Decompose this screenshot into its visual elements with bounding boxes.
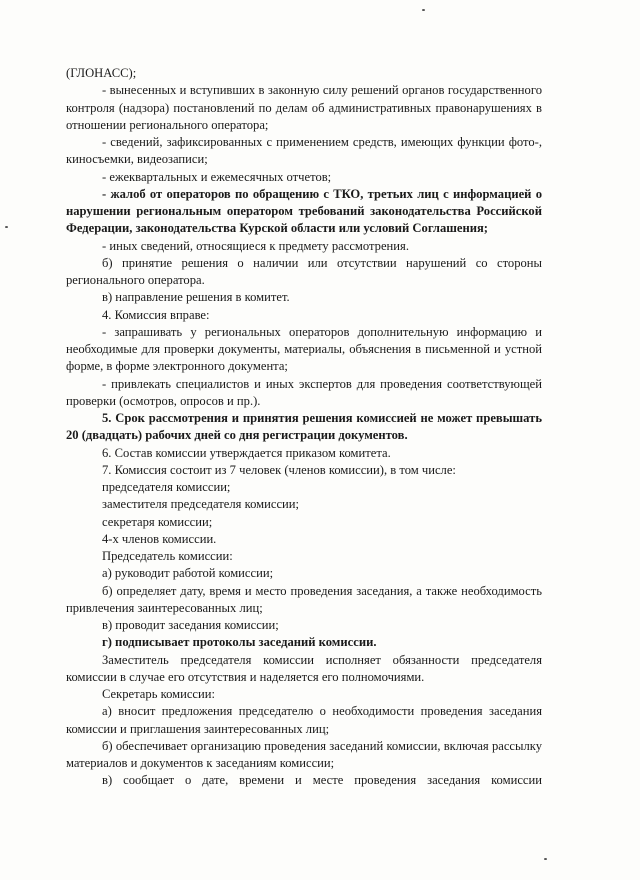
- scan-speck: [5, 226, 8, 228]
- paragraph: - жалоб от операторов по обращению с ТКО, третьих лиц с информацией о нарушении региональным оператором требований законодательства Российской Федерации, законодательства Курской области или условий Соглашения;: [66, 186, 542, 236]
- paragraph: а) руководит работой комиссии;: [102, 566, 274, 581]
- paragraph: (ГЛОНАСС);: [66, 66, 137, 80]
- paragraph: - вынесенных и вступивших в законную силу решений органов государственного контроля (надзора) постановлений по делам об административных правонарушениях в отношении регионального оператора;: [66, 83, 542, 132]
- paragraph: - ежеквартальных и ежемесячных отчетов;: [102, 169, 332, 184]
- paragraph: б) обеспечивает организацию проведения заседаний комиссии, включая рассылку материалов и документов к заседаниям комиссии;: [66, 738, 542, 770]
- paragraph: Председатель комиссии:: [102, 549, 233, 563]
- paragraph: б) определяет дату, время и место проведения заседания, а также необходимость привлечения заинтересованных лиц;: [66, 583, 542, 615]
- paragraph: 4. Комиссия вправе:: [102, 307, 210, 322]
- document-body: [66, 65, 542, 790]
- paragraph: в) направление решения в комитет.: [102, 290, 290, 305]
- paragraph: - привлекать специалистов и иных экспертов для проведения соответствующей проверки (осмотров, опросов и пр.).: [66, 376, 542, 408]
- scan-speck: [422, 9, 425, 11]
- paragraph: б) принятие решения о наличии или отсутствии нарушений со стороны регионального оператора.: [66, 255, 542, 287]
- paragraph: 5. Срок рассмотрения и принятия решения комиссией не может превышать 20 (двадцать) рабочих дней со дня регистрации документов.: [66, 411, 542, 443]
- paragraph: 6. Состав комиссии утверждается приказом комитета.: [102, 445, 391, 460]
- paragraph: секретаря комиссии;: [102, 514, 213, 529]
- scan-speck: [544, 858, 547, 860]
- paragraph: - сведений, зафиксированных с применением средств, имеющих функции фото-, киносъемки, видеозаписи;: [66, 135, 542, 167]
- paragraph: в) сообщает о дате, времени и месте проведения заседания комиссии: [102, 773, 542, 788]
- paragraph: заместителя председателя комиссии;: [102, 497, 300, 512]
- paragraph: - запрашивать у региональных операторов дополнительную информацию и необходимые для проверки документы, материалы, объяснения в письменной и устной форме, в форме электронного документа;: [66, 324, 542, 374]
- paragraph: а) вносит предложения председателю о необходимости проведения заседания комиссии и приглашения заинтересованных лиц;: [66, 704, 542, 736]
- paragraph: Заместитель председателя комиссии исполняет обязанности председателя комиссии в случае его отсутствия и наделяется его полномочиями.: [66, 652, 542, 684]
- paragraph: - иных сведений, относящиеся к предмету рассмотрения.: [102, 238, 409, 253]
- paragraph: Секретарь комиссии:: [102, 687, 215, 701]
- paragraph: председателя комиссии;: [102, 480, 231, 494]
- paragraph: 4-х членов комиссии.: [102, 531, 217, 546]
- paragraph: г) подписывает протоколы заседаний комиссии.: [102, 635, 377, 650]
- paragraph: 7. Комиссия состоит из 7 человек (членов комиссии), в том числе:: [102, 462, 456, 477]
- paragraph: в) проводит заседания комиссии;: [102, 618, 279, 632]
